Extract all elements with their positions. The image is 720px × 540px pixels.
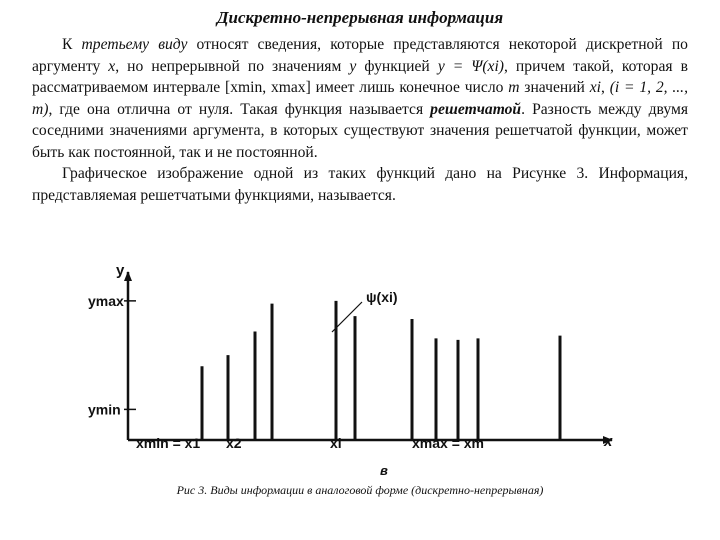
- page-title: Дискретно-непрерывная информация: [216, 8, 504, 27]
- ymax-label: ymax: [88, 292, 124, 309]
- x-axis-label: x: [604, 433, 613, 450]
- var-m: m: [508, 79, 520, 96]
- text-run: . Разность между двумя соседними значениями аргумента, в которых существуют значения решетчатой функции, может быть как постоянной, так и не постоянной.: [32, 100, 688, 161]
- var-y: y: [349, 57, 357, 75]
- paragraph-1: [32, 34, 688, 163]
- defined-term: решетчатой: [430, 100, 522, 118]
- formula: y = Ψ(xi): [437, 57, 504, 75]
- text-run: , но непрерывной по значениям: [115, 57, 350, 75]
- text-run: , где она отлична от нуля. Такая функция называется: [48, 100, 431, 118]
- xmax-label: xmax = xm: [412, 435, 484, 451]
- text-run: К: [62, 36, 82, 53]
- text-run: ,: [600, 79, 610, 96]
- y-axis-label: y: [116, 262, 125, 279]
- text-run: относят сведения, которые представляются некоторой дискретной по аргументу: [32, 36, 688, 75]
- var-xi: xi: [589, 79, 601, 96]
- lattice-function-chart: [0, 250, 720, 480]
- body-text: [32, 34, 688, 206]
- index-range: (i = 1, 2, ..., m): [32, 79, 688, 118]
- xi-label: xi: [330, 435, 342, 451]
- paragraph-2: Графическое изображение одной из таких функций дано на Рисунке 3. Информация, представляемая решетчатыми функциями, называется.: [32, 165, 688, 204]
- xmin-label: xmin = x1: [136, 435, 201, 451]
- text-run: имеет лишь конечное число: [310, 79, 509, 96]
- interval: [xmin, xmax]: [225, 79, 311, 96]
- ymin-label: ymin: [88, 401, 121, 418]
- figure-caption: Рис 3. Виды информации в аналоговой форме (дискретно-непрерывная): [176, 483, 544, 497]
- x2-label: x2: [226, 435, 242, 451]
- italic-term: третьему виду: [81, 36, 188, 53]
- text-run: , причем такой, которая в рассматриваемом интервале: [32, 57, 688, 96]
- text-run: значений: [519, 79, 590, 96]
- text-run: функцией: [356, 57, 438, 75]
- function-label: ψ(xi): [366, 289, 398, 305]
- panel-label: в: [380, 463, 388, 478]
- var-x: x: [108, 57, 116, 75]
- stems-group: [202, 301, 560, 440]
